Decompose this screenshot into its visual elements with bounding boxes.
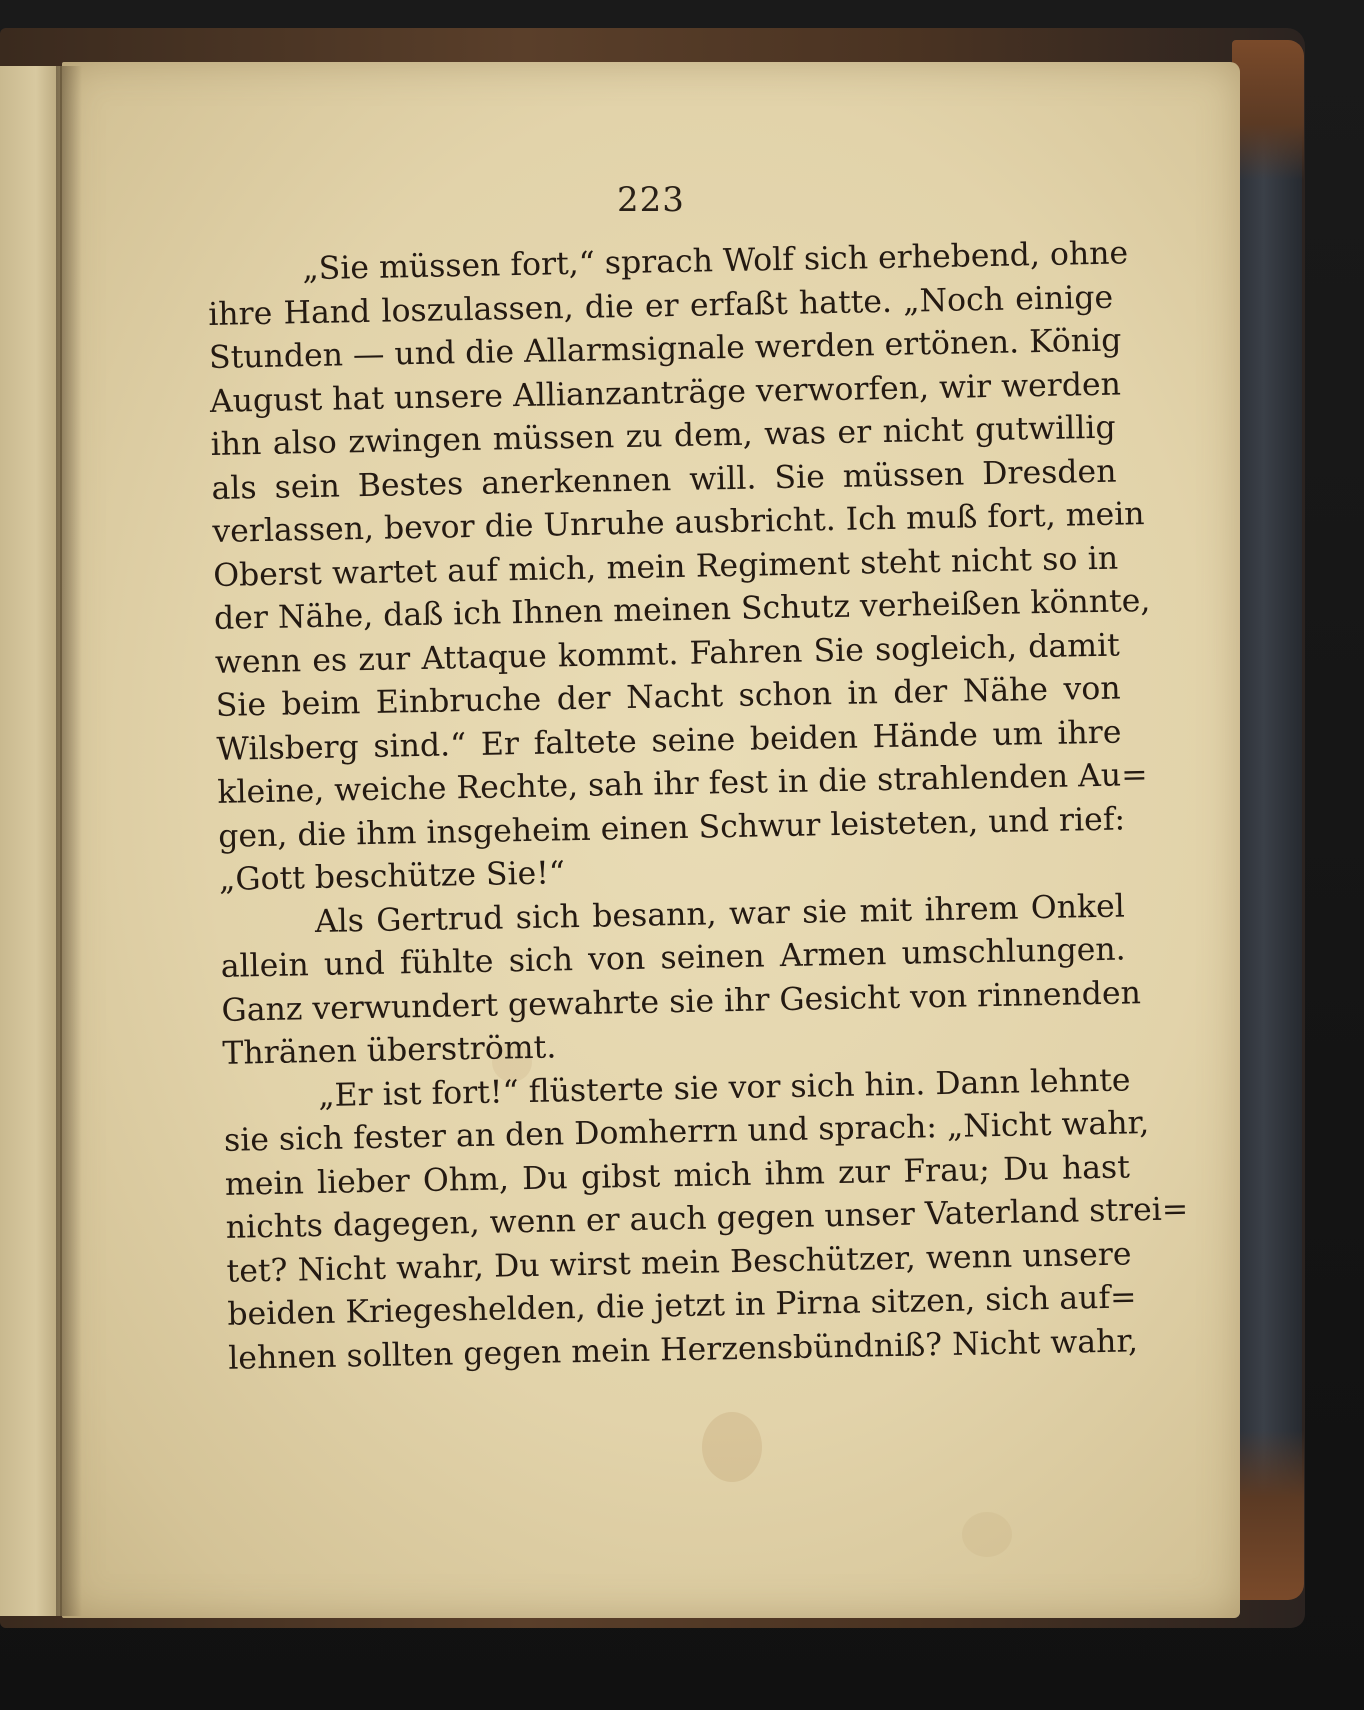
text-line: August hat unsere Allianzanträge verworfen, wir werden — [209, 365, 1122, 420]
book-cover-edge — [1232, 40, 1302, 1600]
text-line: beiden Kriegeshelden, die jetzt in Pirna sitzen, sich auf= — [227, 1279, 1137, 1333]
text-line: als sein Bestes anerkennen will. Sie müssen Dresden — [211, 453, 1117, 507]
text-line: „Gott beschütze Sie!“ — [218, 855, 566, 898]
text-line: nichts dagegen, wenn er auch gegen unser Vaterland strei= — [225, 1191, 1189, 1246]
text-line: Oberst wartet auf mich, mein Regiment steht nicht so in — [212, 540, 1119, 594]
text-line: der Nähe, daß ich Ihnen meinen Schutz verheißen könnte, — [213, 582, 1151, 637]
text-line: Als Gertrud sich besann, war sie mit ihrem Onkel — [314, 888, 1126, 940]
cover-corner-bottom — [1232, 1430, 1304, 1600]
text-line: sie sich fester an den Domherrn und sprach: „Nicht wahr, — [223, 1105, 1150, 1159]
text-line: kleine, weiche Rechte, sah ihr fest in die strahlenden Au= — [217, 757, 1148, 811]
text-line: „Sie müssen fort,“ sprach Wolf sich erhebend, ohne — [302, 235, 1129, 288]
paper-stain — [702, 1412, 762, 1482]
text-line: Thränen überströmt. — [222, 1029, 557, 1072]
text-line: wenn es zur Attaque kommt. Fahren Sie sogleich, damit — [214, 627, 1121, 681]
facing-page-edge — [0, 66, 62, 1616]
text-line: lehnen sollten gegen mein Herzensbündniß? Nicht wahr, — [227, 1322, 1139, 1377]
text-line: tet? Nicht wahr, Du wirst mein Beschützer, wenn unsere — [226, 1235, 1132, 1290]
text-line: „Er ist fort!“ flüsterte sie vor sich hin. Dann lehnte — [317, 1061, 1131, 1114]
text-line: allein und fühlte sich von seinen Armen umschlungen. — [220, 931, 1126, 985]
text-line: mein lieber Ohm, Du gibst mich ihm zur Frau; Du hast — [224, 1148, 1131, 1203]
text-line: Sie beim Einbruche der Nacht schon in der Nähe von — [215, 670, 1121, 724]
text-line: Wilsberg sind.“ Er faltete seine beiden Hände um ihre — [216, 714, 1122, 768]
book-page — [62, 62, 1240, 1618]
page-number: 223 — [617, 180, 685, 220]
text-line: Ganz verwundert gewahrte sie ihr Gesicht von rinnenden — [221, 974, 1142, 1029]
text-line: gen, die ihm insgeheim einen Schwur leisteten, und rief: — [217, 800, 1126, 855]
text-line: ihre Hand loszulassen, die er erfaßt hatte. „Noch einige — [207, 279, 1114, 333]
gutter-shadow — [56, 66, 82, 1616]
text-line: verlassen, bevor die Unruhe ausbricht. Ich muß fort, mein — [212, 496, 1145, 550]
page-text — [207, 233, 1189, 1381]
text-line: ihn also zwingen müssen zu dem, was er nicht gutwillig — [210, 409, 1116, 463]
paper-stain — [962, 1512, 1012, 1557]
text-line: Stunden — und die Allarmsignale werden ertönen. König — [208, 322, 1122, 376]
cover-corner-top — [1232, 40, 1304, 180]
